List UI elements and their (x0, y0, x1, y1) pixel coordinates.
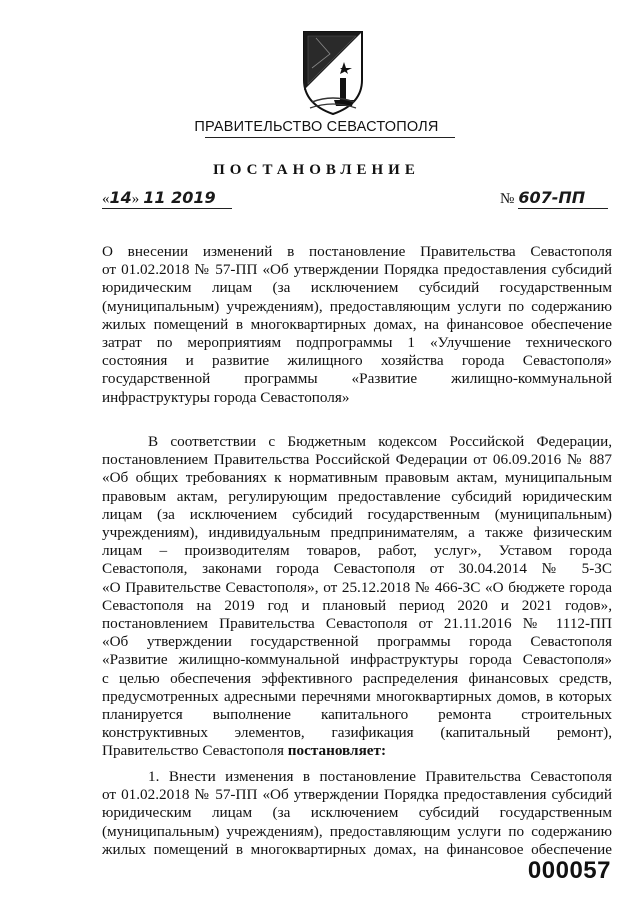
title-line: О внесении изменений в постановление Правительства Севастополя (102, 243, 612, 260)
sevastopol-coat-of-arms-icon (300, 28, 366, 116)
title-rule (205, 137, 455, 138)
document-type-heading: ПОСТАНОВЛЕНИЕ (213, 162, 420, 178)
main-line: предусмотренных адресными перечнями многоквартирных домов, в которых (102, 687, 612, 705)
document-number (500, 188, 610, 208)
date-open-quote: « (102, 191, 110, 207)
main-line: Севастополя на 2019 год и плановый период 2020 и 2021 годов», (102, 596, 612, 614)
point-line: жилых помещений в многоквартирных домах, на финансовое обеспечение (102, 840, 612, 858)
number-underline (518, 208, 608, 209)
date-close-quote: » (131, 191, 140, 207)
main-line: постановлением Правительства Севастополя от 21.11.2016 № 1112-ПП (102, 615, 612, 633)
main-line: с целью обеспечения эффективного распределения финансовых средств, (102, 669, 612, 687)
main-final-text: Правительство Севастополя (102, 742, 288, 760)
title-line: юридическим лицам (за исключением субсидий государственным (102, 279, 612, 297)
main-line: лицам (за исключением субсидий государственным (муниципальным) (102, 505, 612, 523)
main-line: «Развитие жилищно-коммунальной инфраструктуры города Севастополя» (102, 651, 612, 669)
title-line: состояния и развитие жилищного хозяйства города Севастополя» (102, 352, 612, 370)
point-line: (муниципальным) учреждениям), предоставляющим услуги по содержанию (102, 822, 612, 840)
main-line: В соответствии с Бюджетным кодексом Российской Федерации, (148, 433, 612, 450)
title-line: от 01.02.2018 № 57-ПП «Об утверждении Порядка предоставления субсидий (102, 261, 612, 279)
main-line: «Об общих требованиях к нормативным правовым актам, муниципальным (102, 469, 612, 487)
point-one-paragraph (102, 768, 612, 859)
main-line: Севастополя, законами города Севастополя от 30.04.2014 № 5-ЗС (102, 560, 612, 578)
main-line: постановлением Правительства Российской Федерации от 06.09.2016 № 887 (102, 451, 612, 469)
number-sign: № (500, 191, 515, 207)
page-number: 000057 (527, 857, 611, 884)
title-line: инфраструктуры города Севастополя» (102, 388, 350, 406)
point-line: 1. Внести изменения в постановление Правительства Севастополя (148, 768, 612, 785)
main-line: конструктивных элементов, газификация (капитальный ремонт), (102, 724, 612, 742)
point-line: юридическим лицам (за исключением субсидий государственным (102, 804, 612, 822)
main-line: правовым актам, регулирующим предоставление субсидий юридическим (102, 487, 612, 505)
date-day-handwritten: 14 (109, 188, 132, 207)
date-month-year-handwritten: 11 2019 (143, 188, 216, 207)
title-line: (муниципальным) учреждениям), предоставляющим услуги по содержанию (102, 297, 612, 315)
title-line: жилых помещений в многоквартирных домах, на финансовое обеспечение (102, 315, 612, 333)
document-date (102, 188, 232, 209)
title-line: затрат по мероприятиям подпрограммы 1 «Улучшение технического (102, 334, 612, 352)
main-paragraph (102, 433, 612, 761)
title-paragraph (102, 243, 612, 407)
main-line-final (102, 742, 612, 760)
main-line: планируется выполнение капитального ремонта строительных (102, 706, 612, 724)
main-line: учреждениям), индивидуальным предпринимателям, а также физическим (102, 524, 612, 542)
main-line: «О Правительстве Севастополя», от 25.12.2018 № 466-ЗС «О бюджете города (102, 578, 612, 596)
main-line: лицам – производителям товаров, работ, услуг», Уставом города (102, 542, 612, 560)
number-value-handwritten: 607-ПП (518, 188, 586, 207)
point-line: от 01.02.2018 № 57-ПП «Об утверждении Порядка предоставления субсидий (102, 786, 612, 804)
government-title: ПРАВИТЕЛЬСТВО СЕВАСТОПОЛЯ (194, 119, 439, 135)
decree-keyword: постановляет: (287, 742, 387, 760)
main-line: «Об утверждении государственной программы города Севастополя (102, 633, 612, 651)
title-line: государственной программы «Развитие жилищно-коммунальной (102, 370, 612, 388)
